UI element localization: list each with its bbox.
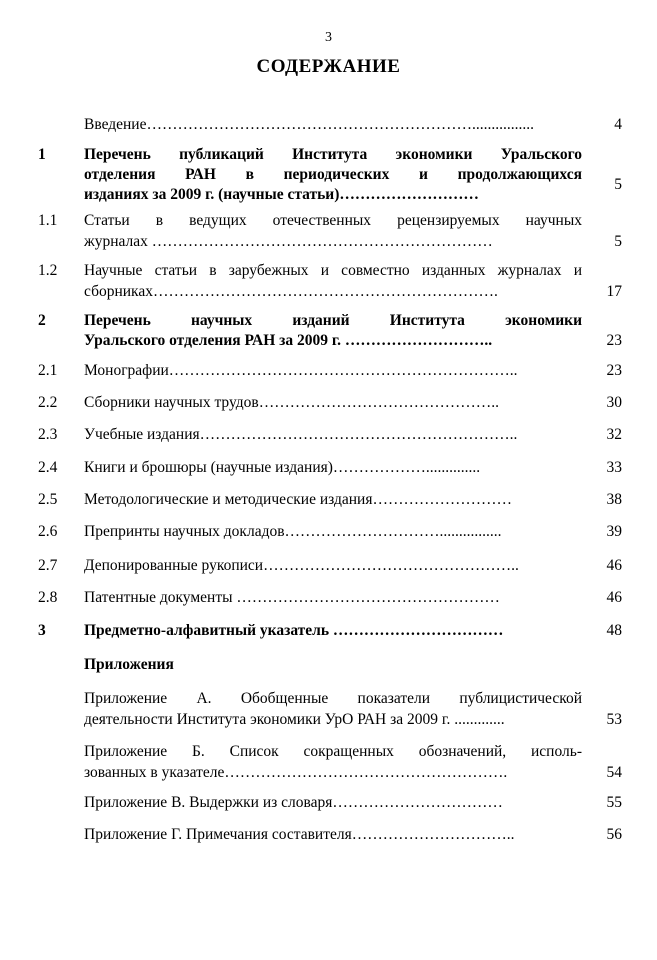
toc-entry-number: 2.4 xyxy=(38,459,58,476)
toc-entry-title-line: журналах ………………………………………………………… xyxy=(84,233,493,250)
toc-entry-title-line: Патентные документы …………………………………………… xyxy=(84,589,500,606)
toc-entry-number: 2.3 xyxy=(38,426,58,443)
toc-entry-title-line: Приложение В. Выдержки из словаря…………………………… xyxy=(84,794,503,811)
toc-entry-title-line: Приложение Б. Список сокращенных обозначений, исполь- xyxy=(84,743,582,760)
toc-entry-number: 2.8 xyxy=(38,589,58,606)
toc-entry-page: 32 xyxy=(606,426,622,443)
toc-entry-page: 30 xyxy=(606,394,622,411)
toc-entry-page: 48 xyxy=(606,622,622,639)
toc-entry-number: 2.5 xyxy=(38,491,58,508)
toc-entry-page: 23 xyxy=(606,362,622,379)
toc-entry-number: 1.1 xyxy=(38,212,58,229)
toc-entry-page: 46 xyxy=(606,589,622,606)
toc-entry-title-line: отделения РАН в периодических и продолжающихся xyxy=(84,166,582,183)
toc-entry-page: 4 xyxy=(614,116,622,133)
toc-entry-title-line: Методологические и методические издания……………………… xyxy=(84,491,512,508)
toc-entry-title-line: Книги и брошюры (научные издания)……………….............. xyxy=(84,459,481,476)
toc-entry-title-line: Статьи в ведущих отечественных рецензируемых научных xyxy=(84,212,582,229)
toc-entry-title-line: Уральского отделения РАН за 2009 г. ……………………….. xyxy=(84,332,493,349)
toc-entry-page: 33 xyxy=(606,459,622,476)
toc-entry-page: 5 xyxy=(614,233,622,250)
toc-entry-title-line: Сборники научных трудов……………………………………….. xyxy=(84,394,499,411)
toc-entry-number: 2.6 xyxy=(38,523,58,540)
toc-entry-title-line: Приложение А. Обобщенные показатели публицистической xyxy=(84,690,582,707)
toc-entry-page: 5 xyxy=(614,176,622,193)
toc-entry-page: 54 xyxy=(606,764,622,781)
toc-entry-title-line: Приложение Г. Примечания составителя………………………….. xyxy=(84,826,515,843)
toc-entry-number: 2.1 xyxy=(38,362,58,379)
toc-entry-page: 17 xyxy=(606,283,622,300)
toc-entry-title-line: Перечень научных изданий Института экономики xyxy=(84,312,582,329)
toc-entry-title-line: Монографии………………………………………………………….. xyxy=(84,362,518,379)
toc-entry-page: 53 xyxy=(606,711,622,728)
toc-entry-page: 23 xyxy=(606,332,622,349)
toc-entry-page: 56 xyxy=(606,826,622,843)
toc-entry-number: 1.2 xyxy=(38,262,58,279)
toc-entry-page: 38 xyxy=(606,491,622,508)
page-title: СОДЕРЖАНИЕ xyxy=(256,56,401,77)
toc-entry-number: 1 xyxy=(38,146,46,163)
toc-entry-title-line: Предметно-алфавитный указатель …………………………… xyxy=(84,622,504,639)
toc-entry-title-line: Депонированные рукописи………………………………………….. xyxy=(84,557,519,574)
toc-entry-page: 39 xyxy=(606,523,622,540)
toc-entry-title-line: изданиях за 2009 г. (научные статьи)……………………… xyxy=(84,186,479,203)
appendices-heading-text: Приложения xyxy=(84,656,174,673)
toc-entry-number: 3 xyxy=(38,622,46,639)
page-number: 3 xyxy=(325,30,332,45)
toc-entry-title-line: Научные статьи в зарубежных и совместно изданных журналах и xyxy=(84,262,582,279)
toc-entry-title-line: деятельности Института экономики УрО РАН за 2009 г. ............. xyxy=(84,711,505,728)
toc-entry-number: 2 xyxy=(38,312,46,329)
toc-entry-page: 46 xyxy=(606,557,622,574)
toc-entry-number: 2.2 xyxy=(38,394,58,411)
toc-entry-page: 55 xyxy=(606,794,622,811)
toc-entry-title-line: Перечень публикаций Института экономики Уральского xyxy=(84,146,582,163)
toc-entry-title-line: сборниках…………………………………………………………. xyxy=(84,283,498,300)
toc-entry-number: 2.7 xyxy=(38,557,58,574)
toc-entry-title-line: Введение………………………………………………………................ xyxy=(84,116,534,133)
toc-entry-title-line: Учебные издания…………………………………………………….. xyxy=(84,426,518,443)
toc-entry-title-line: Препринты научных докладов…………………………................ xyxy=(84,523,502,540)
toc-entry-title-line: зованных в указателе………………………………………………. xyxy=(84,764,508,781)
